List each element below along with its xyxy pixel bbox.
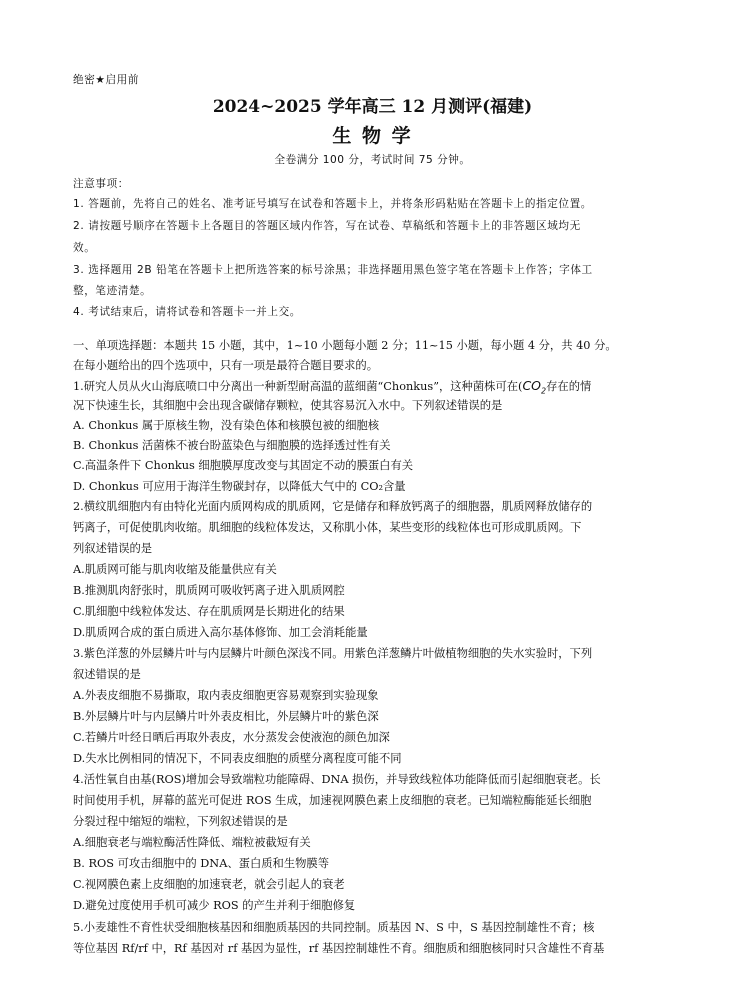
notice-line: 3. 选择题用 2B 铅笔在答题卡上把所选答案的标号涂黑；非选择题用黑色签字笔在答题卡上作答；字体工 bbox=[73, 264, 593, 276]
co2-formula-base: CO bbox=[522, 378, 542, 393]
q4-option-c[interactable]: C.视网膜色素上皮细胞的加速衰老，就会引起人的衰老 bbox=[73, 878, 345, 891]
q1-option-a[interactable]: A. Chonkus 属于原核生物，没有染色体和核膜包被的细胞核 bbox=[73, 419, 380, 432]
q3-option-a[interactable]: A.外表皮细胞不易撕取，取内表皮细胞更容易观察到实验现象 bbox=[73, 689, 379, 702]
question-5-stem-line: 5.小麦雄性不育性状受细胞核基因和细胞质基因的共同控制。质基因 N、S 中，S 基因控制雄性不育；核 bbox=[73, 921, 595, 934]
question-1-stem bbox=[73, 378, 663, 400]
section-intro: 在每小题给出的四个选项中，只有一项是最符合题目要求的。 bbox=[73, 359, 379, 372]
exam-title: 2024~2025 学年高三 12 月测评(福建) bbox=[212, 97, 533, 117]
q3-option-d[interactable]: D.失水比例相同的情况下，不同表皮细胞的质壁分离程度可能不同 bbox=[73, 752, 402, 765]
question-5-stem-line: 等位基因 Rf/rf 中，Rf 基因对 rf 基因为显性，rf 基因控制雄性不育。细胞质和细胞核同时只含雄性不育基 bbox=[73, 942, 605, 955]
notice-line: 2. 请按题号顺序在答题卡上各题目的答题区域内作答，写在试卷、草稿纸和答题卡上的非答题区域均无 bbox=[73, 220, 581, 232]
notice-line: 1. 答题前，先将自己的姓名、准考证号填写在试卷和答题卡上，并将条形码粘贴在答题卡上的指定位置。 bbox=[73, 198, 592, 210]
q3-option-c[interactable]: C.若鳞片叶经日晒后再取外表皮，水分蒸发会使液泡的颜色加深 bbox=[73, 731, 390, 744]
question-1-stem-line: 况下快速生长，其细胞中会出现含碳储存颗粒，使其容易沉入水中。下列叙述错误的是 bbox=[73, 399, 503, 412]
q4-option-b[interactable]: B. ROS 可攻击细胞中的 DNA、蛋白质和生物膜等 bbox=[73, 857, 330, 870]
q2-option-c[interactable]: C.肌细胞中线粒体发达、存在肌质网是长期进化的结果 bbox=[73, 605, 345, 618]
question-4-stem-line: 4.活性氧自由基(ROS)增加会导致端粒功能障碍、DNA 损伤，并导致线粒体功能降低而引起细胞衰老。长 bbox=[73, 773, 601, 786]
q1-option-d[interactable]: D. Chonkus 可应用于海洋生物碳封存，以降低大气中的 CO₂含量 bbox=[73, 480, 406, 493]
q1-stem-part-a: 1.研究人员从火山海底喷口中分离出一种新型耐高温的蓝细菌“Chonkus”，这种菌株可在( bbox=[73, 380, 523, 393]
notice-line: 效。 bbox=[73, 242, 96, 254]
subject-title: 生 物 学 bbox=[332, 125, 413, 147]
notice-line: 整，笔迹清楚。 bbox=[73, 285, 152, 297]
question-3-stem-line: 叙述错误的是 bbox=[73, 668, 141, 681]
question-4-stem-line: 分裂过程中缩短的端粒，下列叙述错误的是 bbox=[73, 815, 288, 828]
q4-option-a[interactable]: A.细胞衰老与端粒酶活性降低、端粒被截短有关 bbox=[73, 836, 311, 849]
q1-option-c[interactable]: C.高温条件下 Chonkus 细胞膜厚度改变与其固定不动的膜蛋白有关 bbox=[73, 459, 414, 472]
co2-formula bbox=[522, 378, 547, 396]
co2-formula-sub: 2 bbox=[541, 386, 547, 396]
q2-option-d[interactable]: D.肌质网合成的蛋白质进入高尔基体修饰、加工会消耗能量 bbox=[73, 626, 368, 639]
section-intro: 一、单项选择题：本题共 15 小题，其中，1~10 小题每小题 2 分；11~15 小题，每小题 4 分，共 40 分。 bbox=[73, 339, 617, 352]
question-2-stem-line: 列叙述错误的是 bbox=[73, 542, 153, 555]
question-2-stem-line: 钙离子，可促使肌肉收缩。肌细胞的线粒体发达，又称肌小体，某些变形的线粒体也可形成肌质网。下 bbox=[73, 521, 582, 534]
question-3-stem-line: 3.紫色洋葱的外层鳞片叶与内层鳞片叶颜色深浅不同。用紫色洋葱鳞片叶做植物细胞的失水实验时，下列 bbox=[73, 647, 593, 660]
question-2-stem-line: 2.横纹肌细胞内有由特化光面内质网构成的肌质网，它是储存和释放钙离子的细胞器，肌质网释放储存的 bbox=[73, 500, 593, 513]
q1-stem-part-b: 存在的情 bbox=[546, 380, 592, 393]
secret-label: 绝密★启用前 bbox=[73, 74, 140, 86]
q4-option-d[interactable]: D.避免过度使用手机可减少 ROS 的产生并利于细胞修复 bbox=[73, 899, 356, 912]
q2-option-a[interactable]: A.肌质网可能与肌肉收缩及能量供应有关 bbox=[73, 563, 277, 576]
q3-option-b[interactable]: B.外层鳞片叶与内层鳞片叶外表皮相比，外层鳞片叶的紫色深 bbox=[73, 710, 379, 723]
q1-option-b[interactable]: B. Chonkus 活菌株不被台盼蓝染色与细胞膜的选择透过性有关 bbox=[73, 439, 391, 452]
notice-line: 4. 考试结束后，请将试卷和答题卡一并上交。 bbox=[73, 306, 301, 318]
notice-heading: 注意事项： bbox=[73, 178, 129, 190]
score-time-note: 全卷满分 100 分，考试时间 75 分钟。 bbox=[274, 154, 471, 166]
question-4-stem-line: 时间使用手机，屏幕的蓝光可促进 ROS 生成，加速视网膜色素上皮细胞的衰老。已知端粒酶能延长细胞 bbox=[73, 794, 592, 807]
q2-option-b[interactable]: B.推测肌肉舒张时，肌质网可吸收钙离子进入肌质网腔 bbox=[73, 584, 345, 597]
